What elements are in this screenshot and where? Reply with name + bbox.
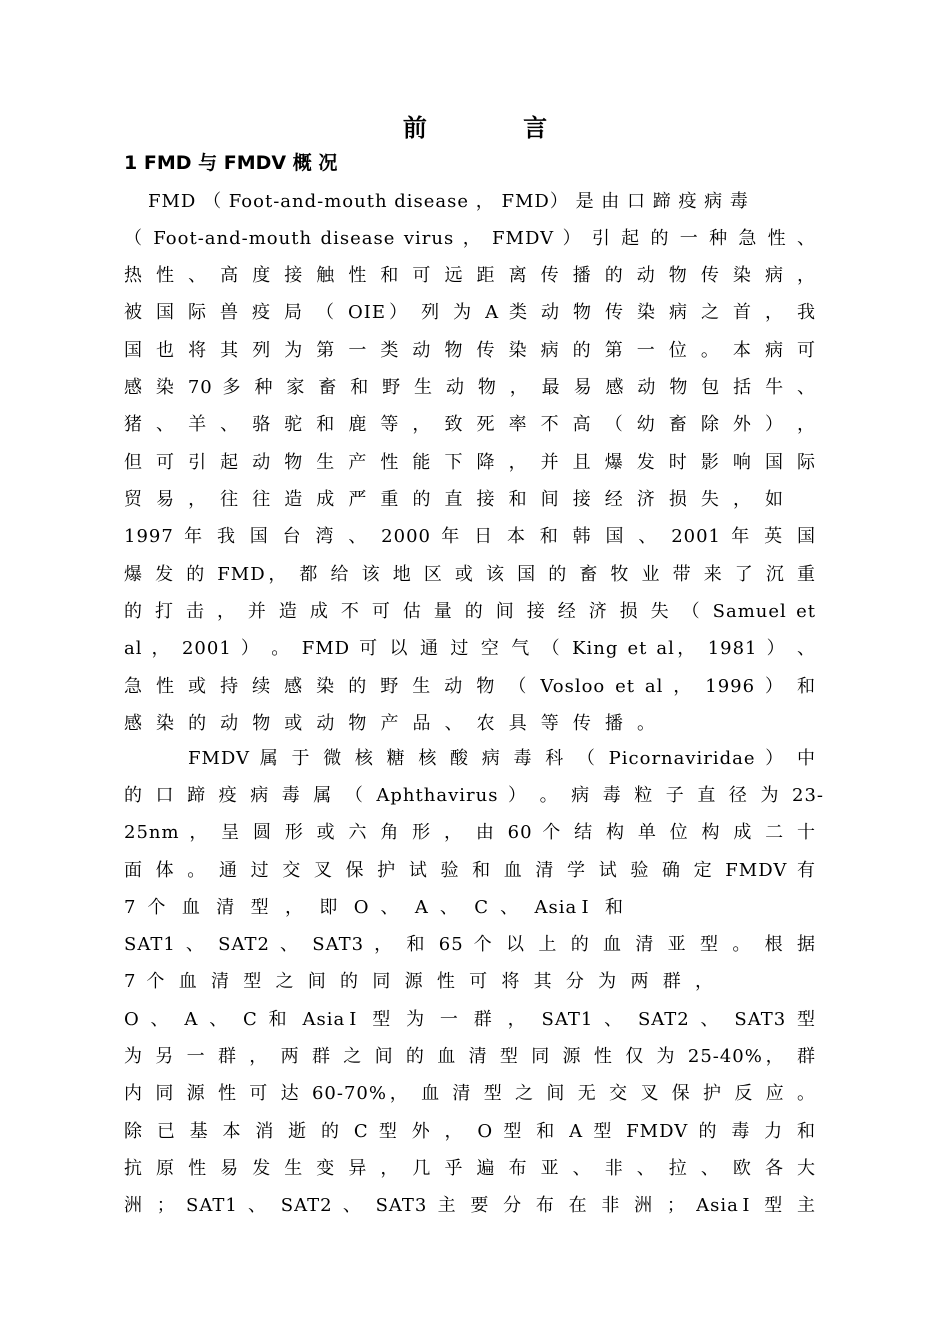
paragraph-line: 猪 、 羊 、 骆 驼 和 鹿 等 ， 致 死 率 不 高 （ 幼 畜 除 外 ） ， — [124, 414, 816, 435]
paragraph-line: 7 个 血 清 型 之 间 的 同 源 性 可 将 其 分 为 两 群 ， — [124, 971, 714, 992]
paragraph-line: 为 另 一 群 ， 两 群 之 间 的 血 清 型 同 源 性 仅 为 25-40%， 群 — [124, 1046, 816, 1067]
paragraph-line: 除 已 基 本 消 逝 的 C 型 外 ， O 型 和 A 型 FMDV 的 毒 力 和 — [124, 1121, 816, 1142]
section-heading: 1 FMD 与 FMDV 概 况 — [124, 152, 338, 174]
paragraph-line: 面 体 。 通 过 交 叉 保 护 试 验 和 血 清 学 试 验 确 定 FMDV 有 — [124, 860, 816, 881]
paragraph-line: 贸 易 ， 往 往 造 成 严 重 的 直 接 和 间 接 经 济 损 失 ， 如 — [124, 489, 784, 510]
paragraph-line: 急 性 或 持 续 感 染 的 野 生 动 物 （ Vosloo et al ， 1996 ） 和 — [124, 676, 816, 697]
paragraph-line: al ， 2001 ） 。 FMD 可 以 通 过 空 气 （ King et al， 1981 ） 、 — [124, 638, 816, 659]
paragraph-line: FMD （ Foot-and-mouth disease ， FMD） 是 由 口 蹄 疫 病 毒 — [148, 191, 749, 212]
paragraph-line: O 、 A 、 C 和 AsiaⅠ 型 为 一 群 ， SAT1 、 SAT2 、 SAT3 型 — [124, 1009, 816, 1030]
paragraph-line: 洲 ； SAT1 、 SAT2 、 SAT3 主 要 分 布 在 非 洲 ； AsiaⅠ 型 主 — [124, 1195, 816, 1216]
paragraph-line: FMDV 属 于 微 核 糖 核 酸 病 毒 科 （ Picornaviridae ） 中 — [188, 748, 816, 769]
paragraph-line: 抗 原 性 易 发 生 变 异 ， 几 乎 遍 布 亚 、 非 、 拉 、 欧 各 大 — [124, 1158, 816, 1179]
paragraph-line: 感 染 70 多 种 家 畜 和 野 生 动 物 ， 最 易 感 动 物 包 括 牛 、 — [124, 377, 816, 398]
paragraph-line: 国 也 将 其 列 为 第 一 类 动 物 传 染 病 的 第 一 位 。 本 病 可 — [124, 340, 816, 361]
paragraph-line: 被 国 际 兽 疫 局 （ OIE） 列 为 A 类 动 物 传 染 病 之 首 ， 我 — [124, 302, 816, 323]
paragraph-line: 7 个 血 清 型 ， 即 O 、 A 、 C 、 AsiaⅠ 和 — [124, 897, 624, 918]
paragraph-line: 的 口 蹄 疫 病 毒 属 （ Aphthavirus ） 。 病 毒 粒 子 直 径 为 23- — [124, 785, 824, 806]
paragraph-line: 但 可 引 起 动 物 生 产 性 能 下 降 ， 并 且 爆 发 时 影 响 国 际 — [124, 452, 816, 473]
paragraph-line: （ Foot-and-mouth disease virus ， FMDV ） 引 起 的 一 种 急 性 、 — [124, 228, 816, 249]
paragraph-line: 爆 发 的 FMD， 都 给 该 地 区 或 该 国 的 畜 牧 业 带 来 了 沉 重 — [124, 564, 816, 585]
paragraph-line: SAT1 、 SAT2 、 SAT3 ， 和 65 个 以 上 的 血 清 亚 型 。 根 据 — [124, 934, 816, 955]
paragraph-line: 25nm ， 呈 圆 形 或 六 角 形 ， 由 60 个 结 构 单 位 构 成 二 十 — [124, 822, 816, 843]
paragraph-line: 1997 年 我 国 台 湾 、 2000 年 日 本 和 韩 国 、 2001 年 英 国 — [124, 526, 816, 547]
paragraph-line: 内 同 源 性 可 达 60-70%， 血 清 型 之 间 无 交 叉 保 护 反 应 。 — [124, 1083, 816, 1104]
page-title: 前 言 — [402, 113, 592, 142]
paragraph-line: 感 染 的 动 物 或 动 物 产 品 、 农 具 等 传 播 。 — [124, 713, 656, 734]
paragraph-line: 热 性 、 高 度 接 触 性 和 可 远 距 离 传 播 的 动 物 传 染 病 ， — [124, 265, 816, 286]
paragraph-line: 的 打 击 ， 并 造 成 不 可 估 量 的 间 接 经 济 损 失 （ Samuel et — [124, 601, 816, 622]
